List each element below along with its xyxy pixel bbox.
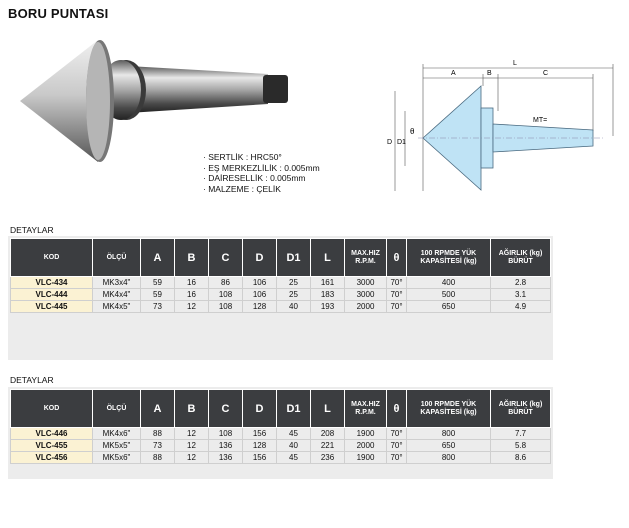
cell-a: 88 — [141, 452, 175, 464]
cell-weight: 8.6 — [491, 452, 551, 464]
cell-b: 12 — [175, 428, 209, 440]
dim-c-label: C — [543, 70, 549, 77]
cell-load-capacity: 500 — [407, 289, 491, 301]
cell-a: 73 — [141, 440, 175, 452]
header-d1: D1 — [277, 390, 311, 428]
header-load-capacity: 100 RPMDE YÜK KAPASİTESİ (kg) — [407, 239, 491, 277]
page-title: BORU PUNTASI — [8, 6, 109, 21]
technical-drawing — [383, 56, 623, 196]
cell-angle: 70° — [387, 277, 407, 289]
cell-b: 16 — [175, 289, 209, 301]
header-load-capacity: 100 RPMDE YÜK KAPASİTESİ (kg) — [407, 390, 491, 428]
cell-d: 106 — [243, 277, 277, 289]
cell-angle: 70° — [387, 301, 407, 313]
cell-load-capacity: 650 — [407, 301, 491, 313]
cell-max-speed: 3000 — [345, 277, 387, 289]
shank — [128, 66, 288, 113]
table-row — [11, 440, 551, 452]
section-label-2: DETAYLAR — [10, 375, 54, 385]
cone-head — [20, 40, 114, 162]
cell-d1: 25 — [277, 277, 311, 289]
cell-kod: VLC-434 — [11, 277, 93, 289]
taper-label: MT= — [533, 117, 548, 124]
specs-list — [203, 152, 320, 194]
header-max-speed: MAX.HIZ R.P.M. — [345, 239, 387, 277]
header-weight: AĞIRLIK (kg) BÜRÜT — [491, 390, 551, 428]
cell-max-speed: 2000 — [345, 440, 387, 452]
cell-weight: 7.7 — [491, 428, 551, 440]
header-angle: θ — [387, 390, 407, 428]
cell-angle: 70° — [387, 428, 407, 440]
dim-l-label: L — [513, 60, 517, 67]
cell-angle: 70° — [387, 440, 407, 452]
section-label-1: DETAYLAR — [10, 225, 54, 235]
header-b: B — [175, 390, 209, 428]
cell-c: 86 — [209, 277, 243, 289]
header-a: A — [141, 390, 175, 428]
cell-d1: 25 — [277, 289, 311, 301]
cell-d: 156 — [243, 428, 277, 440]
spec-hardness: · SERTLİK : HRC50° — [203, 152, 282, 162]
cell-max-speed: 1900 — [345, 428, 387, 440]
cell-a: 59 — [141, 289, 175, 301]
cell-kod: VLC-444 — [11, 289, 93, 301]
cell-l: 221 — [311, 440, 345, 452]
cell-d1: 40 — [277, 440, 311, 452]
header-d1: D1 — [277, 239, 311, 277]
header-c: C — [209, 390, 243, 428]
cell-a: 59 — [141, 277, 175, 289]
header-b: B — [175, 239, 209, 277]
cell-load-capacity: 650 — [407, 440, 491, 452]
cell-olcu: MK5x5" — [93, 440, 141, 452]
cell-b: 12 — [175, 301, 209, 313]
table-header-row — [11, 239, 551, 277]
cell-angle: 70° — [387, 452, 407, 464]
cell-c: 108 — [209, 301, 243, 313]
header-weight: AĞIRLIK (kg) BÜRÜT — [491, 239, 551, 277]
cell-kod: VLC-445 — [11, 301, 93, 313]
spec-table-1 — [10, 238, 551, 313]
table-row — [11, 301, 551, 313]
cell-c: 136 — [209, 452, 243, 464]
dim-b-label: B — [487, 70, 492, 77]
table-row — [11, 277, 551, 289]
header-d: D — [243, 390, 277, 428]
cell-weight: 5.8 — [491, 440, 551, 452]
cell-load-capacity: 800 — [407, 452, 491, 464]
header-kod: KOD — [11, 239, 93, 277]
spec-roundness: · DAİRESELLİK : 0.005mm — [203, 173, 306, 183]
cell-d1: 45 — [277, 452, 311, 464]
cell-l: 183 — [311, 289, 345, 301]
header-c: C — [209, 239, 243, 277]
header-l: L — [311, 239, 345, 277]
cell-max-speed: 3000 — [345, 289, 387, 301]
cell-d1: 40 — [277, 301, 311, 313]
header-l: L — [311, 390, 345, 428]
cell-kod: VLC-456 — [11, 452, 93, 464]
cell-a: 73 — [141, 301, 175, 313]
cell-c: 108 — [209, 428, 243, 440]
dim-a-label: A — [451, 70, 456, 77]
cell-weight: 3.1 — [491, 289, 551, 301]
header-a: A — [141, 239, 175, 277]
cell-d1: 45 — [277, 428, 311, 440]
cell-d: 128 — [243, 440, 277, 452]
spec-table-2 — [10, 389, 551, 464]
cell-load-capacity: 800 — [407, 428, 491, 440]
header-olcu: ÖLÇÜ — [93, 390, 141, 428]
cell-d: 156 — [243, 452, 277, 464]
table-row — [11, 289, 551, 301]
cell-olcu: MK4x5" — [93, 301, 141, 313]
angle-label: θ — [410, 127, 415, 136]
cell-d: 128 — [243, 301, 277, 313]
cell-weight: 2.8 — [491, 277, 551, 289]
header-olcu: ÖLÇÜ — [93, 239, 141, 277]
cell-b: 16 — [175, 277, 209, 289]
cell-olcu: MK4x4" — [93, 289, 141, 301]
cell-a: 88 — [141, 428, 175, 440]
table-row — [11, 452, 551, 464]
cell-olcu: MK4x6" — [93, 428, 141, 440]
header-kod: KOD — [11, 390, 93, 428]
table-header-row — [11, 390, 551, 428]
cell-olcu: MK5x6" — [93, 452, 141, 464]
cell-b: 12 — [175, 452, 209, 464]
product-photo — [18, 38, 298, 163]
cell-b: 12 — [175, 440, 209, 452]
cell-l: 161 — [311, 277, 345, 289]
cell-l: 193 — [311, 301, 345, 313]
cell-kod: VLC-455 — [11, 440, 93, 452]
cell-max-speed: 2000 — [345, 301, 387, 313]
header-angle: θ — [387, 239, 407, 277]
spec-material: · MALZEME : ÇELİK — [203, 183, 281, 194]
cell-d: 106 — [243, 289, 277, 301]
cell-c: 108 — [209, 289, 243, 301]
cell-l: 208 — [311, 428, 345, 440]
dim-d-label: D — [387, 139, 393, 146]
cell-c: 136 — [209, 440, 243, 452]
cell-load-capacity: 400 — [407, 277, 491, 289]
cell-kod: VLC-446 — [11, 428, 93, 440]
header-d: D — [243, 239, 277, 277]
cell-angle: 70° — [387, 289, 407, 301]
cell-l: 236 — [311, 452, 345, 464]
dim-d1-label: D1 — [397, 139, 406, 146]
cell-olcu: MK3x4" — [93, 277, 141, 289]
cell-max-speed: 1900 — [345, 452, 387, 464]
spec-concentricity: · EŞ MERKEZLİLİK : 0.005mm — [203, 162, 320, 173]
table-row — [11, 428, 551, 440]
header-max-speed: MAX.HIZ R.P.M. — [345, 390, 387, 428]
cell-weight: 4.9 — [491, 301, 551, 313]
